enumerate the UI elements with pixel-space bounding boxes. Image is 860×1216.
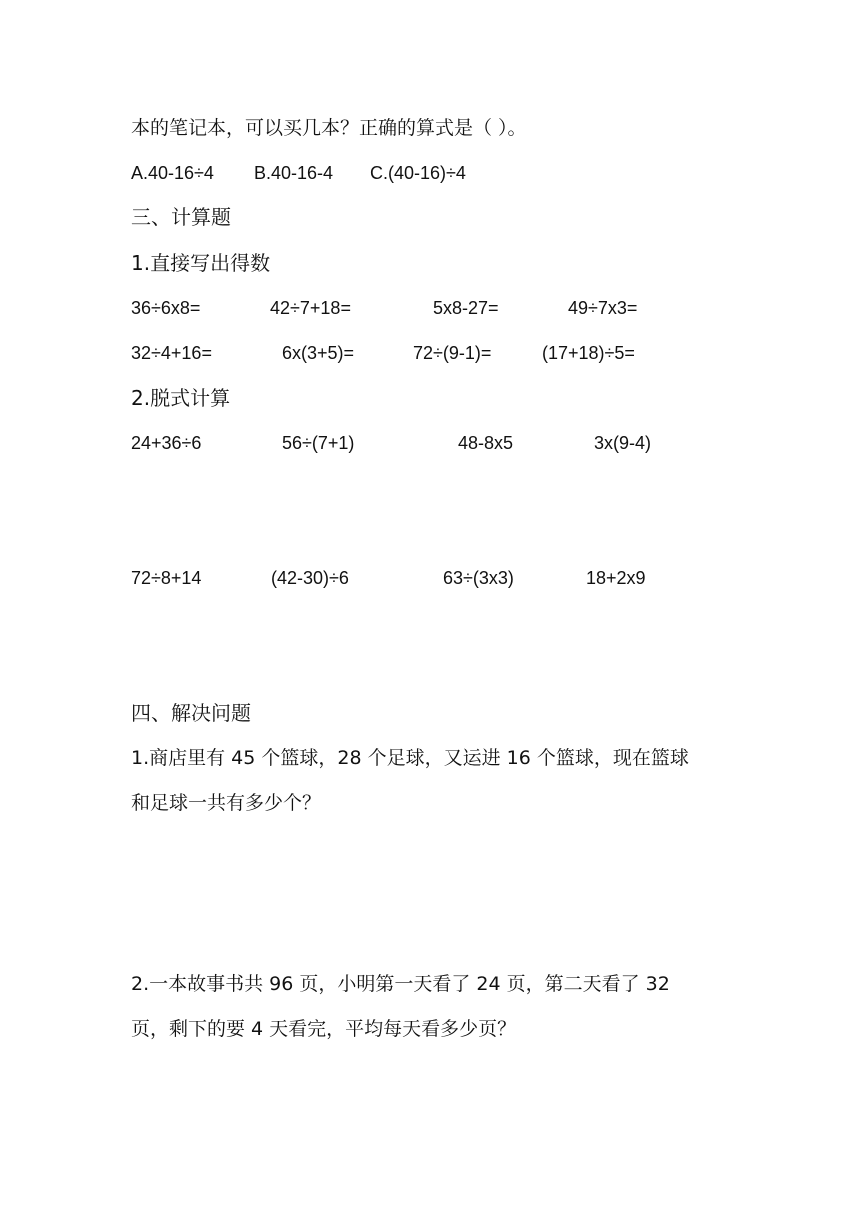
oral-calc-5: 32÷4+16= xyxy=(131,343,212,363)
stepwise-calc-3: 48-8x5 xyxy=(458,433,514,453)
problem2-line1: 2.一本故事书共 96 页，小明第一天看了 24 页，第二天看了 32 xyxy=(131,973,670,995)
oral-calc-3: 5x8-27= xyxy=(433,298,499,318)
choice-c: C.(40-16)÷4 xyxy=(370,163,466,183)
oral-calc-2: 42÷7+18= xyxy=(270,298,351,318)
problem1-line1: 1.商店里有 45 个篮球，28 个足球，又运进 16 个篮球，现在篮球 xyxy=(131,747,689,769)
choice-b: B.40-16-4 xyxy=(254,163,334,183)
oral-calc-8: (17+18)÷5= xyxy=(542,343,635,363)
stepwise-calc-8: 18+2x9 xyxy=(586,568,646,588)
problem2-line2: 页，剩下的要 4 天看完，平均每天看多少页？ xyxy=(131,1018,517,1040)
section4-title: 四、解决问题 xyxy=(131,701,251,725)
stepwise-calc-1: 24+36÷6 xyxy=(131,433,202,453)
stepwise-calc-4: 3x(9-4) xyxy=(594,433,652,453)
oral-calc-4: 49÷7x3= xyxy=(568,298,638,318)
problem1-line2: 和足球一共有多少个？ xyxy=(131,792,322,814)
oral-calc-7: 72÷(9-1)= xyxy=(413,343,492,363)
section3-part2-title: 2.脱式计算 xyxy=(131,386,231,410)
stepwise-calc-2: 56÷(7+1) xyxy=(282,433,355,453)
stepwise-calc-5: 72÷8+14 xyxy=(131,568,202,588)
oral-calc-1: 36÷6x8= xyxy=(131,298,201,318)
stepwise-calc-6: (42-30)÷6 xyxy=(271,568,349,588)
section3-part1-title: 1.直接写出得数 xyxy=(131,251,271,275)
section3-title: 三、计算题 xyxy=(131,205,231,229)
question-continued-text: 本的笔记本，可以买几本？正确的算式是（ ）。 xyxy=(131,117,527,139)
stepwise-calc-7: 63÷(3x3) xyxy=(443,568,514,588)
oral-calc-6: 6x(3+5)= xyxy=(282,343,355,363)
choice-a: A.40-16÷4 xyxy=(131,163,214,183)
